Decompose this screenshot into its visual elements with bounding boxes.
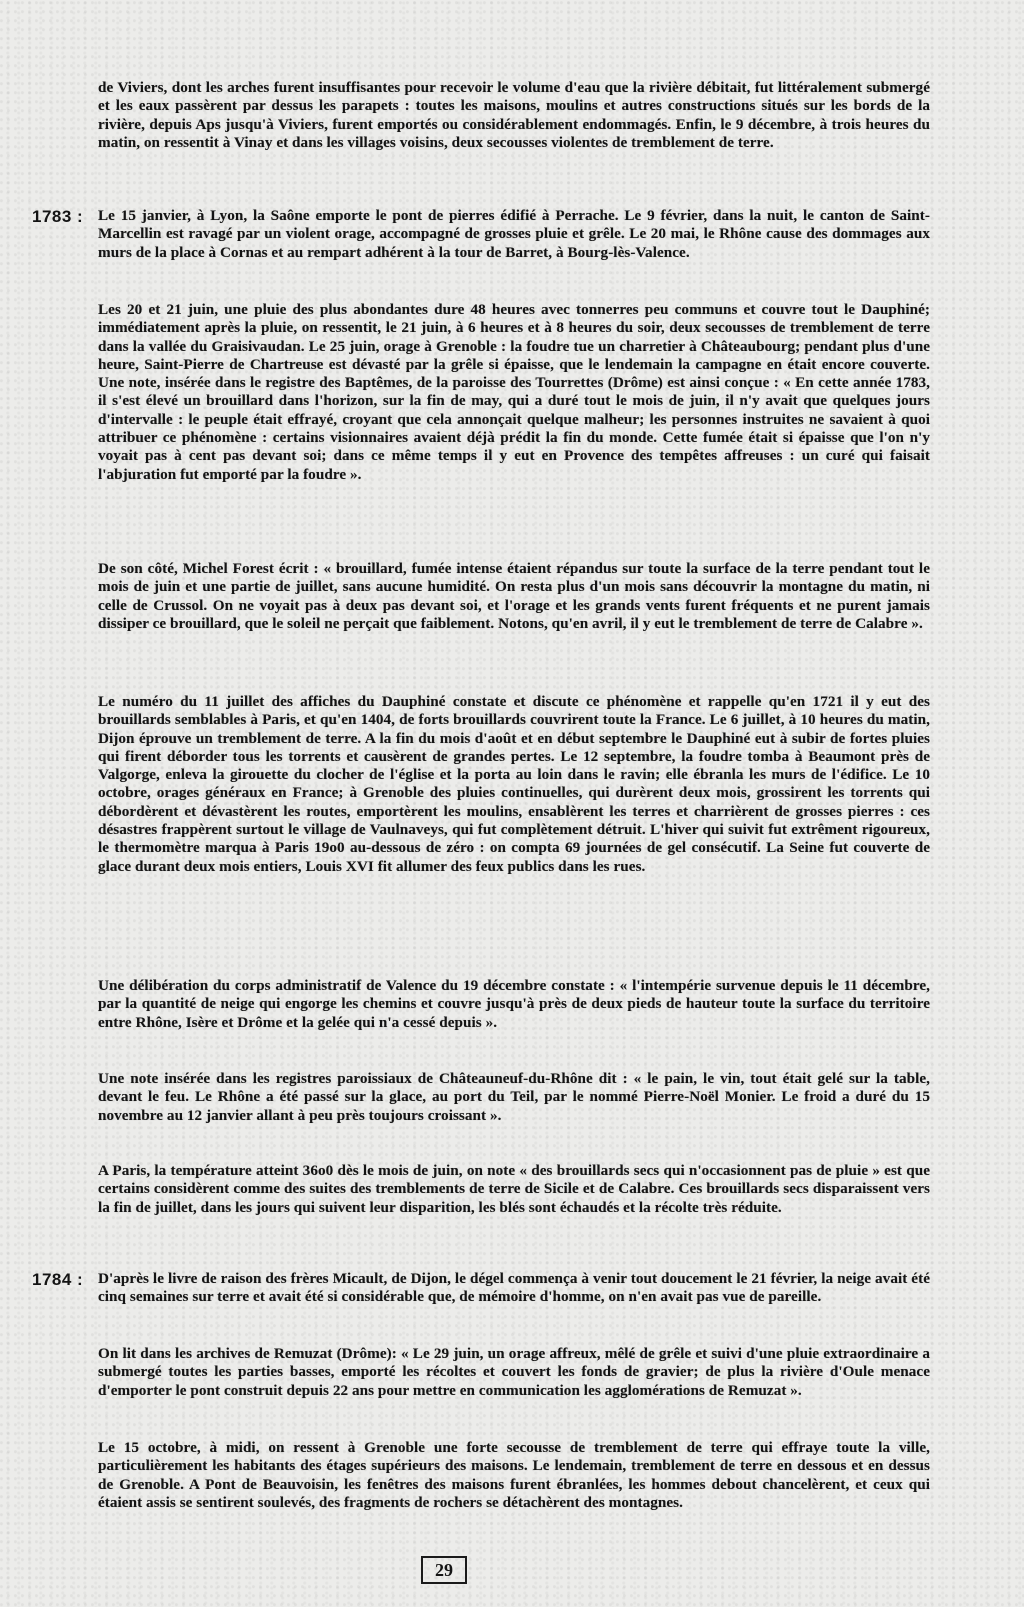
year-1784-marker: 1784 : — [32, 1270, 84, 1289]
paragraph-grenoble-earthquake: Le 15 octobre, à midi, on ressent à Grenoble une forte secousse de tremblement de terre qui effraye toute la ville, particulièrement les habitants des étages supérieurs des maisons. Le lendemain, tremblement de terre en dessous et en dessus de Grenoble. A Pont de Beauvoisin, les fenêtres des maisons furent ébranlées, les hommes debout chancelèrent, et ceux qui étaient assis se sentirent soulevés, des fragments de rochers se détachèrent des montagnes. — [98, 1439, 930, 1511]
paragraph-paris-temperature: A Paris, la température atteint 36o0 dès le mois de juin, on note « des brouillards secs qui n'occasionnent pas de pluie » est que certains considèrent comme des suites des tremblements de terre de Sicile et de Calabre. Ces brouillards secs disparaissent vers la fin de juillet, dans les jours qui suivent leur disparition, les blés sont échaudés et la récolte très réduite. — [98, 1162, 930, 1216]
paragraph-continuation: de Viviers, dont les arches furent insuffisantes pour recevoir le volume d'eau que la rivière débitait, fut littéralement submergé et les eaux passèrent par dessus les parapets : toutes les maisons, moulins et autres constructions situés sur les bords de la rivière, depuis Aps jusqu'à Viviers, furent emportés ou considérablement endommagés. Enfin, le 9 décembre, à trois heures du matin, on ressentit à Vinay et dans les villages voisins, deux secousses violentes de tremblement de terre. — [98, 79, 930, 151]
paragraph-1784-thaw: D'après le livre de raison des frères Micault, de Dijon, le dégel commença à venir tout doucement le 21 février, la neige avait été cinq semaines sur terre et avait été si considérable que, de mémoire d'homme, on n'en avait pas vue de pareille. — [98, 1270, 930, 1306]
paragraph-1783-january: Le 15 janvier, à Lyon, la Saône emporte le pont de pierres édifié à Perrache. Le 9 février, dans la nuit, le canton de Saint-Marcellin est ravagé par un violent orage, accompagné de grosses pluie et grêle. Le 20 mai, le Rhône cause des dommages aux murs de la place à Cornas et au rempart adhérent à la tour de Barret, à Bourg-lès-Valence. — [98, 207, 930, 261]
page-number-box: 29 — [421, 1556, 467, 1584]
paragraph-valence-deliberation: Une délibération du corps administratif de Valence du 19 décembre constate : « l'intempérie survenue depuis le 11 décembre, par la quantité de neige qui engorge les chemins et couvre jusqu'à près de deux pieds de hauteur toute la surface du territoire entre Rhône, Isère et Drôme et la gelée qui n'a cessé depuis ». — [98, 977, 930, 1031]
paragraph-chateauneuf-note: Une note insérée dans les registres paroissiaux de Châteauneuf-du-Rhône dit : « le pain, le vin, tout était gelé sur la table, devant le feu. Le Rhône a été passé sur la glace, au port du Teil, par le nommé Pierre-Noël Monier. Le froid a duré du 15 novembre au 12 janvier allant à peu près toujours croissant ». — [98, 1070, 930, 1124]
paragraph-remuzat-archives: On lit dans les archives de Remuzat (Drôme): « Le 29 juin, un orage affreux, mêlé de grêle et suivi d'une pluie extraordinaire a submergé toutes les parties basses, emporté les récoltes et couvert les fonds de gravier; de plus la rivière d'Oule menace d'emporter le pont construit depuis 22 ans pour mettre en communication les agglomérations de Remuzat ». — [98, 1345, 930, 1399]
year-1783-marker: 1783 : — [32, 207, 84, 226]
paragraph-1783-june: Les 20 et 21 juin, une pluie des plus abondantes dure 48 heures avec tonnerres peu communs et couvre tout le Dauphiné; immédiatement après la pluie, on ressentit, le 21 juin, à 6 heures et à 8 heures du soir, deux secousses de tremblement de terre dans la vallée du Graisivaudan. Le 25 juin, orage à Grenoble : la foudre tue un charretier à Châteaubourg; pendant plus d'une heure, Saint-Pierre de Chartreuse est dévasté par la grêle si épaisse, que le lendemain la campagne en était encore couverte. Une note, insérée dans le registre des Baptêmes, de la paroisse des Tourrettes (Drôme) est ainsi conçue : « En cette année 1783, il s'est élevé un brouillard dans l'horizon, sur la fin de may, qui a duré tout le mois de juin, il n'y avait que quelques jours d'intervalle : le peuple était effrayé, croyant que cela annonçait quelque malheur; les personnes instruites ne savaient à quoi attribuer ce phénomène : certains visionnaires avaient déjà prédit la fin du monde. Cette fumée était si épaisse que l'on n'y voyait pas à cent pas devant soi; dans ce même temps il y eut en Provence des tempêtes affreuses : un curé qui faisait l'abjuration fut emporté par la foudre ». — [98, 301, 930, 483]
paragraph-michel-forest: De son côté, Michel Forest écrit : « brouillard, fumée intense étaient répandus sur toute la surface de la terre pendant tout le mois de juin et une partie de juillet, sans aucune humidité. On resta plus d'un mois sans découvrir la montagne du matin, ni celle de Crussol. On ne voyait pas à deux pas devant soi, et l'orage et les grands vents furent fréquents et ne purent jamais dissiper ce brouillard, que le soleil ne perçait que faiblement. Notons, qu'en avril, il y eut le tremblement de terre de Calabre ». — [98, 560, 930, 632]
paragraph-affiches-dauphine: Le numéro du 11 juillet des affiches du Dauphiné constate et discute ce phénomène et rappelle qu'en 1721 il y eut des brouillards semblables à Paris, et qu'en 1404, de forts brouillards couvrirent toute la France. Le 6 juillet, à 10 heures du matin, Dijon éprouve un tremblement de terre. A la fin du mois d'août et en début septembre le Dauphiné eut à subir de fortes pluies qui firent déborder tous les torrents et causèrent de grandes pertes. Le 12 septembre, la foudre tomba à Beaumont près de Valgorge, enleva la girouette du clocher de l'église et la porta au loin dans le ravin; elle ébranla les murs de l'édifice. Le 10 octobre, orages généraux en France; à Grenoble des pluies continuelles, qui durèrent deux mois, grossirent les torrents qui débordèrent et dévastèrent les routes, emportèrent les moulins, ensablèrent les terres et charrièrent de grosses pierres : ces désastres frappèrent surtout le village de Vaulnaveys, qui fut complètement détruit. L'hiver qui suivit fut extrêment rigoureux, le thermomètre marqua à Paris 19o0 au-dessous de zéro : on compta 69 journées de gel consécutif. La Seine fut couverte de glace durant deux mois entiers, Louis XVI fit allumer des feux publics dans les rues. — [98, 693, 930, 875]
